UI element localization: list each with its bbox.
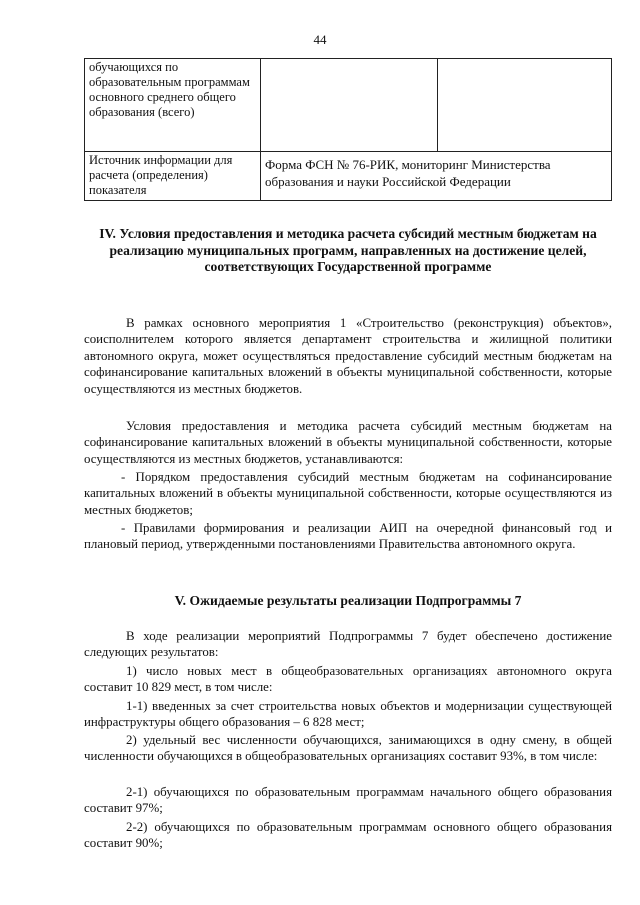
table-cell-source: Форма ФСН № 76-РИК, мониторинг Министерства образования и науки Российской Федерации bbox=[261, 152, 612, 201]
table-row bbox=[85, 152, 612, 201]
section-4-heading: IV. Условия предоставления и методика расчета субсидий местным бюджетам на реализацию муниципальных программ, направленных на достижение целей, соответствующих Государственной программе bbox=[99, 226, 597, 274]
table-cell-label: Источник информации для расчета (определения) показателя bbox=[85, 152, 261, 201]
section-5-list-item: 2-1) обучающихся по образовательным программам начального общего образования составит 97%; bbox=[84, 785, 612, 816]
table-cell-value bbox=[261, 59, 438, 152]
section-5-heading: V. Ожидаемые результаты реализации Подпрограммы 7 bbox=[174, 593, 522, 608]
section-4-paragraph: Условия предоставления и методика расчета субсидий местным бюджетам на софинансирование капитальных вложений в объекты муниципальной собственности, которые осуществляются из местных бюджетов, устанавливаются: bbox=[84, 419, 612, 466]
table-cell-extra bbox=[438, 59, 612, 152]
section-4-list-item: - Правилами формирования и реализации АИП на очередной финансовый год и плановый период, утвержденными постановлениями Правительства автономного округа. bbox=[84, 521, 612, 552]
section-5-list-item: 2) удельный вес численности обучающихся, занимающихся в одну смену, в общей численности обучающихся в общеобразовательных организациях составит 93%, в том числе: bbox=[84, 733, 612, 764]
section-4-list-item: - Порядком предоставления субсидий местным бюджетам на софинансирование капитальных вложений в объекты муниципальной собственности, которые осуществляются из местных бюджетов; bbox=[84, 470, 612, 517]
section-5-list-item: 1) число новых мест в общеобразовательных организациях автономного округа составит 10 829 мест, в том числе: bbox=[84, 664, 612, 695]
section-5-paragraph: В ходе реализации мероприятий Подпрограммы 7 будет обеспечено достижение следующих результатов: bbox=[84, 629, 612, 660]
table-row bbox=[85, 59, 612, 152]
page-number: 44 bbox=[313, 32, 327, 47]
section-4-paragraph: В рамках основного мероприятия 1 «Строительство (реконструкция) объектов», соисполнителем которого является департамент строительства и жилищной политики автономного округа, может осуществляться предоставление субсидий местным бюджетам на софинансирование капитальных вложений в объекты муниципальной собственности, которые осуществляются из местных бюджетов. bbox=[84, 316, 612, 396]
section-5-list-item: 1-1) введенных за счет строительства новых объектов и модернизации существующей инфраструктуры общего образования – 6 828 мест; bbox=[84, 699, 612, 730]
table-cell-label: обучающихся по образовательным программам основного среднего общего образования (всего) bbox=[85, 59, 261, 152]
section-5-list-item: 2-2) обучающихся по образовательным программам основного общего образования составит 90%; bbox=[84, 820, 612, 851]
indicator-table bbox=[84, 58, 612, 201]
